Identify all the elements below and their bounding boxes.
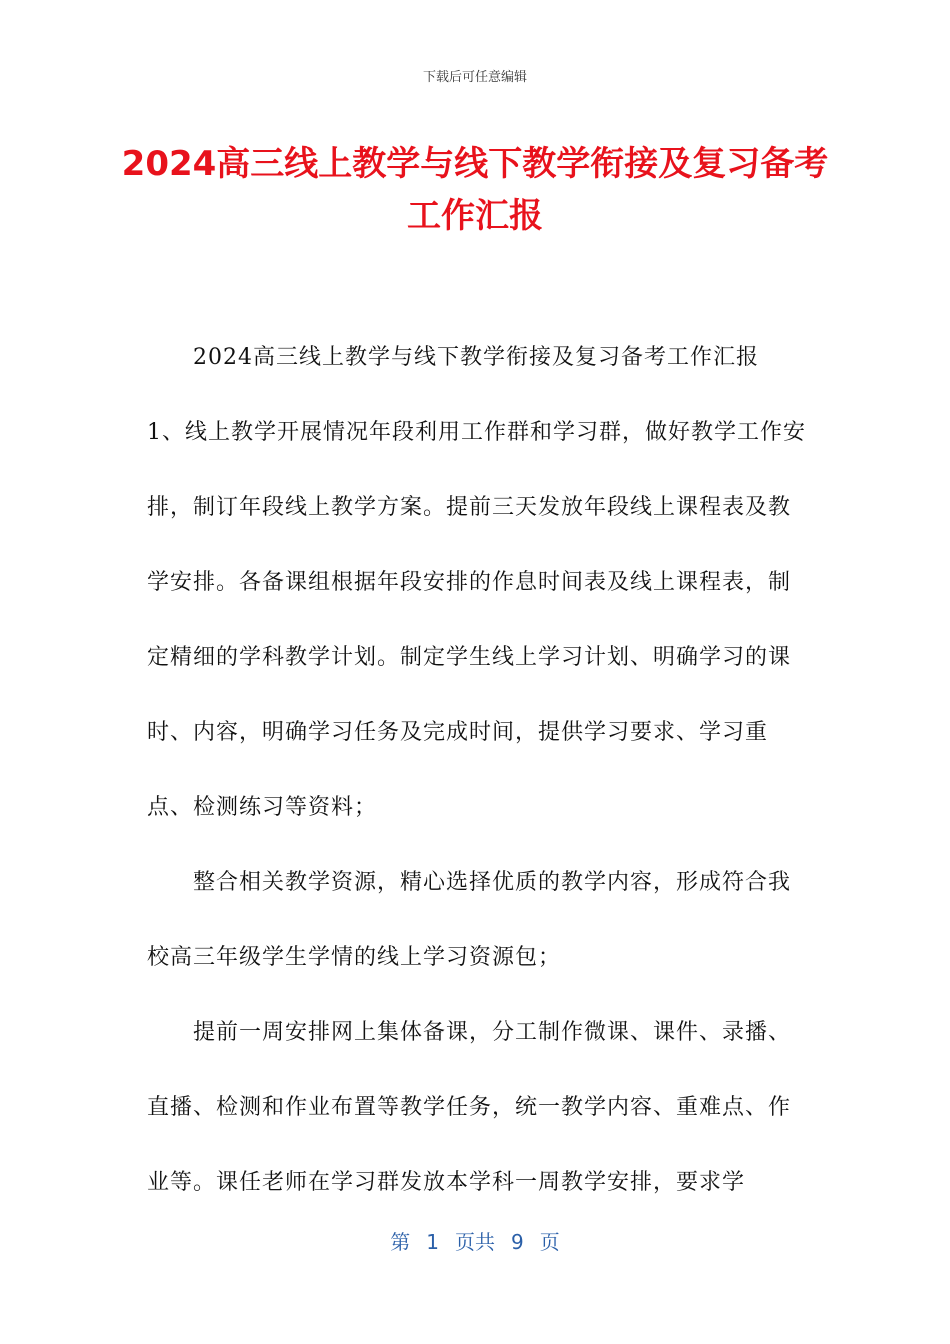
page-suffix: 页 (539, 1230, 560, 1254)
body-paragraph-subtitle: 2024高三线上教学与线下教学衔接及复习备考工作汇报 (193, 345, 759, 370)
current-page-number: 1 (426, 1230, 439, 1254)
page-mid: 页共 (455, 1230, 495, 1254)
body-paragraph-3: 提前一周安排网上集体备课，分工制作微课、课件、录播、直播、检测和作业布置等教学任务，统一教学内容、重难点、作业等。课任老师在学习群发放本学科一周教学安排，要求学 (147, 1020, 792, 1195)
document-body (147, 320, 807, 1220)
header-note: 下载后可任意编辑 (422, 70, 527, 85)
body-paragraph-1: 1、线上教学开展情况年段利用工作群和学习群，做好教学工作安排，制订年段线上教学方案。提前三天发放年段线上课程表及教学安排。各备课组根据年段安排的作息时间表及线上课程表，制定精细的学科教学计划。制定学生线上学习计划、明确学习的课时、内容，明确学习任务及完成时间，提供学习要求、学习重点、检测练习等资料； (147, 420, 806, 820)
total-pages-number: 9 (511, 1230, 524, 1254)
document-title: 2024高三线上教学与线下教学衔接及复习备考工作汇报 (121, 144, 829, 236)
body-paragraph-2: 整合相关教学资源，精心选择优质的教学内容，形成符合我校高三年级学生学情的线上学习资源包； (147, 870, 792, 970)
page-footer (0, 1226, 950, 1255)
page-prefix: 第 (390, 1230, 411, 1254)
